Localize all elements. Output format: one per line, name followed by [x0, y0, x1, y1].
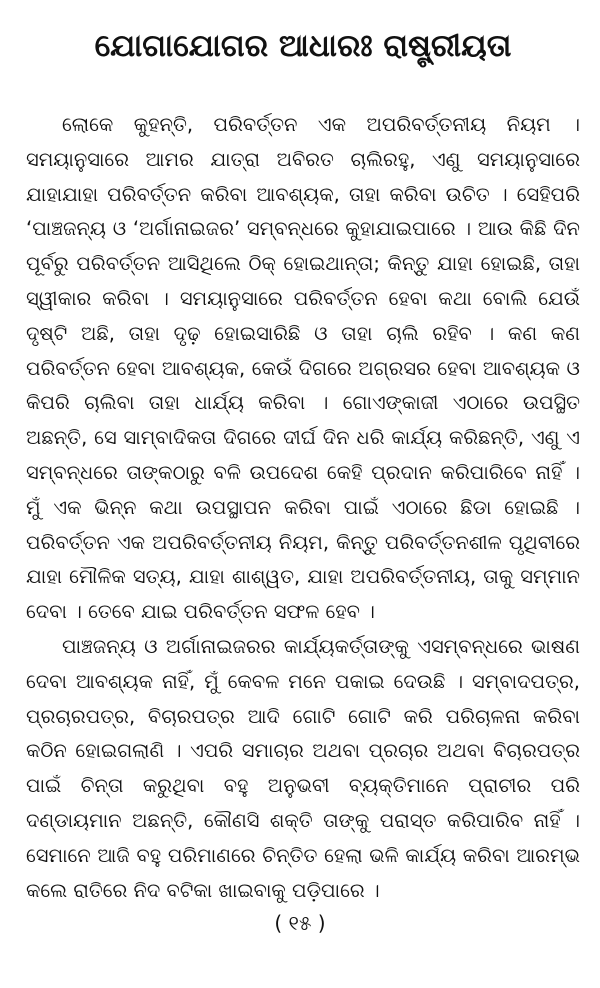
- page-number: ( ୧୫ ): [274, 911, 326, 935]
- chapter-title: ଯୋଗାଯୋଗର ଆଧାରଃ ରାଷ୍ଟ୍ରୀୟତା: [94, 28, 512, 64]
- paragraph-1: ଲୋକେ କୁହନ୍ତି, ପରିବର୍ତ୍ତନ ଏକ ଅପରିବର୍ତ୍ତନୀୟ ନିୟମ । ସମୟାନୁସାରେ ଆମର ଯାତ୍ରା ଅବିରତ ଚାଲିରହୁ, ଏଣୁ ସମୟାନୁସାରେ ଯାହାଯାହା ପରିବର୍ତ୍ତନ କରିବା ଆବଶ୍ୟକ, ତାହା କରିବା ଉଚିତ । ସେହିପରି ‘ପାଞ୍ଚଜନ୍ୟ ଓ ‘ଅର୍ଗାନାଇଜର’ ସମ୍ବନ୍ଧରେ କୁହାଯାଇପାରେ । ଆଉ କିଛି ଦିନ ପୂର୍ବରୁ ପରିବର୍ତ୍ତନ ଆସିଥିଲେ ଠିକ୍ ହୋଇଥାନ୍ତା; କିନ୍ତୁ ଯାହା ହୋଇଛି, ତାହା ସ୍ୱୀକାର କରିବା । ସମୟାନୁସାରେ ପରିବର୍ତ୍ତନ ହେବା କଥା ବୋଲି ଯେଉଁ ଦୃଷ୍ଟି ଅଛି, ତାହା ଦୃଢ଼ ହୋଇସାରିଛି ଓ ତାହା ଚାଲି ରହିବ । କଣ କଣ ପରିବର୍ତ୍ତନ ହେବା ଆବଶ୍ୟକ, କେଉଁ ଦିଗରେ ଅଗ୍ରସର ହେବା ଆବଶ୍ୟକ ଓ କିପରି ଚାଲିବା ତାହା ଧାର୍ଯ୍ୟ କରିବା । ଗୋଏଙ୍କାଜୀ ଏଠାରେ ଉପସ୍ଥିତ ଅଛନ୍ତି, ସେ ସାମ୍ବାଦିକତା ଦିଗରେ ଦୀର୍ଘ ଦିନ ଧରି କାର୍ଯ୍ୟ କରିଛନ୍ତି, ଏଣୁ ଏ ସମ୍ବନ୍ଧରେ ତାଙ୍କଠାରୁ ବଳି ଉପଦେଶ କେହି ପ୍ରଦାନ କରିପାରିବେ ନାହିଁ । ମୁଁ ଏକ ଭିନ୍ନ କଥା ଉପସ୍ଥାପନ କରିବା ପାଇଁ ଏଠାରେ ଛିଡା ହୋଇଛି । ପରିବର୍ତ୍ତନ ଏକ ଅପରିବର୍ତ୍ତନୀୟ ନିୟମ, କିନ୍ତୁ ପରିବର୍ତ୍ତନଶୀଳ ପୃଥିବୀରେ ଯାହା ମୌଳିକ ସତ୍ୟ, ଯାହା ଶାଶ୍ୱତ, ଯାହା ଅପରିବର୍ତ୍ତନୀୟ, ତାକୁ ସମ୍ମାନ ଦେବା । ତେବେ ଯାଇ ପରିବର୍ତ୍ତନ ସଫଳ ହେବ ।: [26, 113, 580, 624]
- body-text: [26, 108, 580, 908]
- paragraph-2: ପାଞ୍ଚଜନ୍ୟ ଓ ଅର୍ଗାନାଇଜରର କାର୍ଯ୍ୟକର୍ତ୍ତାଙ୍କୁ ଏସମ୍ବନ୍ଧରେ ଭାଷଣ ଦେବା ଆବଶ୍ୟକ ନାହିଁ, ମୁଁ କେବଳ ମନେ ପକାଇ ଦେଉଛି । ସମ୍ବାଦପତ୍ର, ପ୍ରଚାରପତ୍ର, ବିଚାରପତ୍ର ଆଦି ଗୋଟି ଗୋଟି କରି ପରିଚାଳନା କରିବା କଠିନ ହୋଇଗଲାଣି । ଏପରି ସମାଚାର ଅଥବା ପ୍ରଚାର ଅଥବା ବିଚାରପତ୍ର ପାଇଁ ଚିନ୍ତା କରୁଥିବା ବହୁ ଅନୁଭବୀ ବ୍ୟକ୍ତିମାନେ ପ୍ରାଚୀର ପରି ଦଣ୍ଡାୟମାନ ଅଛନ୍ତି, କୌଣସି ଶକ୍ତି ତାଙ୍କୁ ପରାସ୍ତ କରିପାରିବ ନାହିଁ । ସେମାନେ ଆଜି ବହୁ ପରିମାଣରେ ଚିନ୍ତିତ ହେଲା ଭଳି କାର୍ଯ୍ୟ କରିବା ଆରମ୍ଭ କଲେ ରାତିରେ ନିଦ ବଟିକା ଖାଇବାକୁ ପଡ଼ିପାରେ ।: [26, 634, 580, 902]
